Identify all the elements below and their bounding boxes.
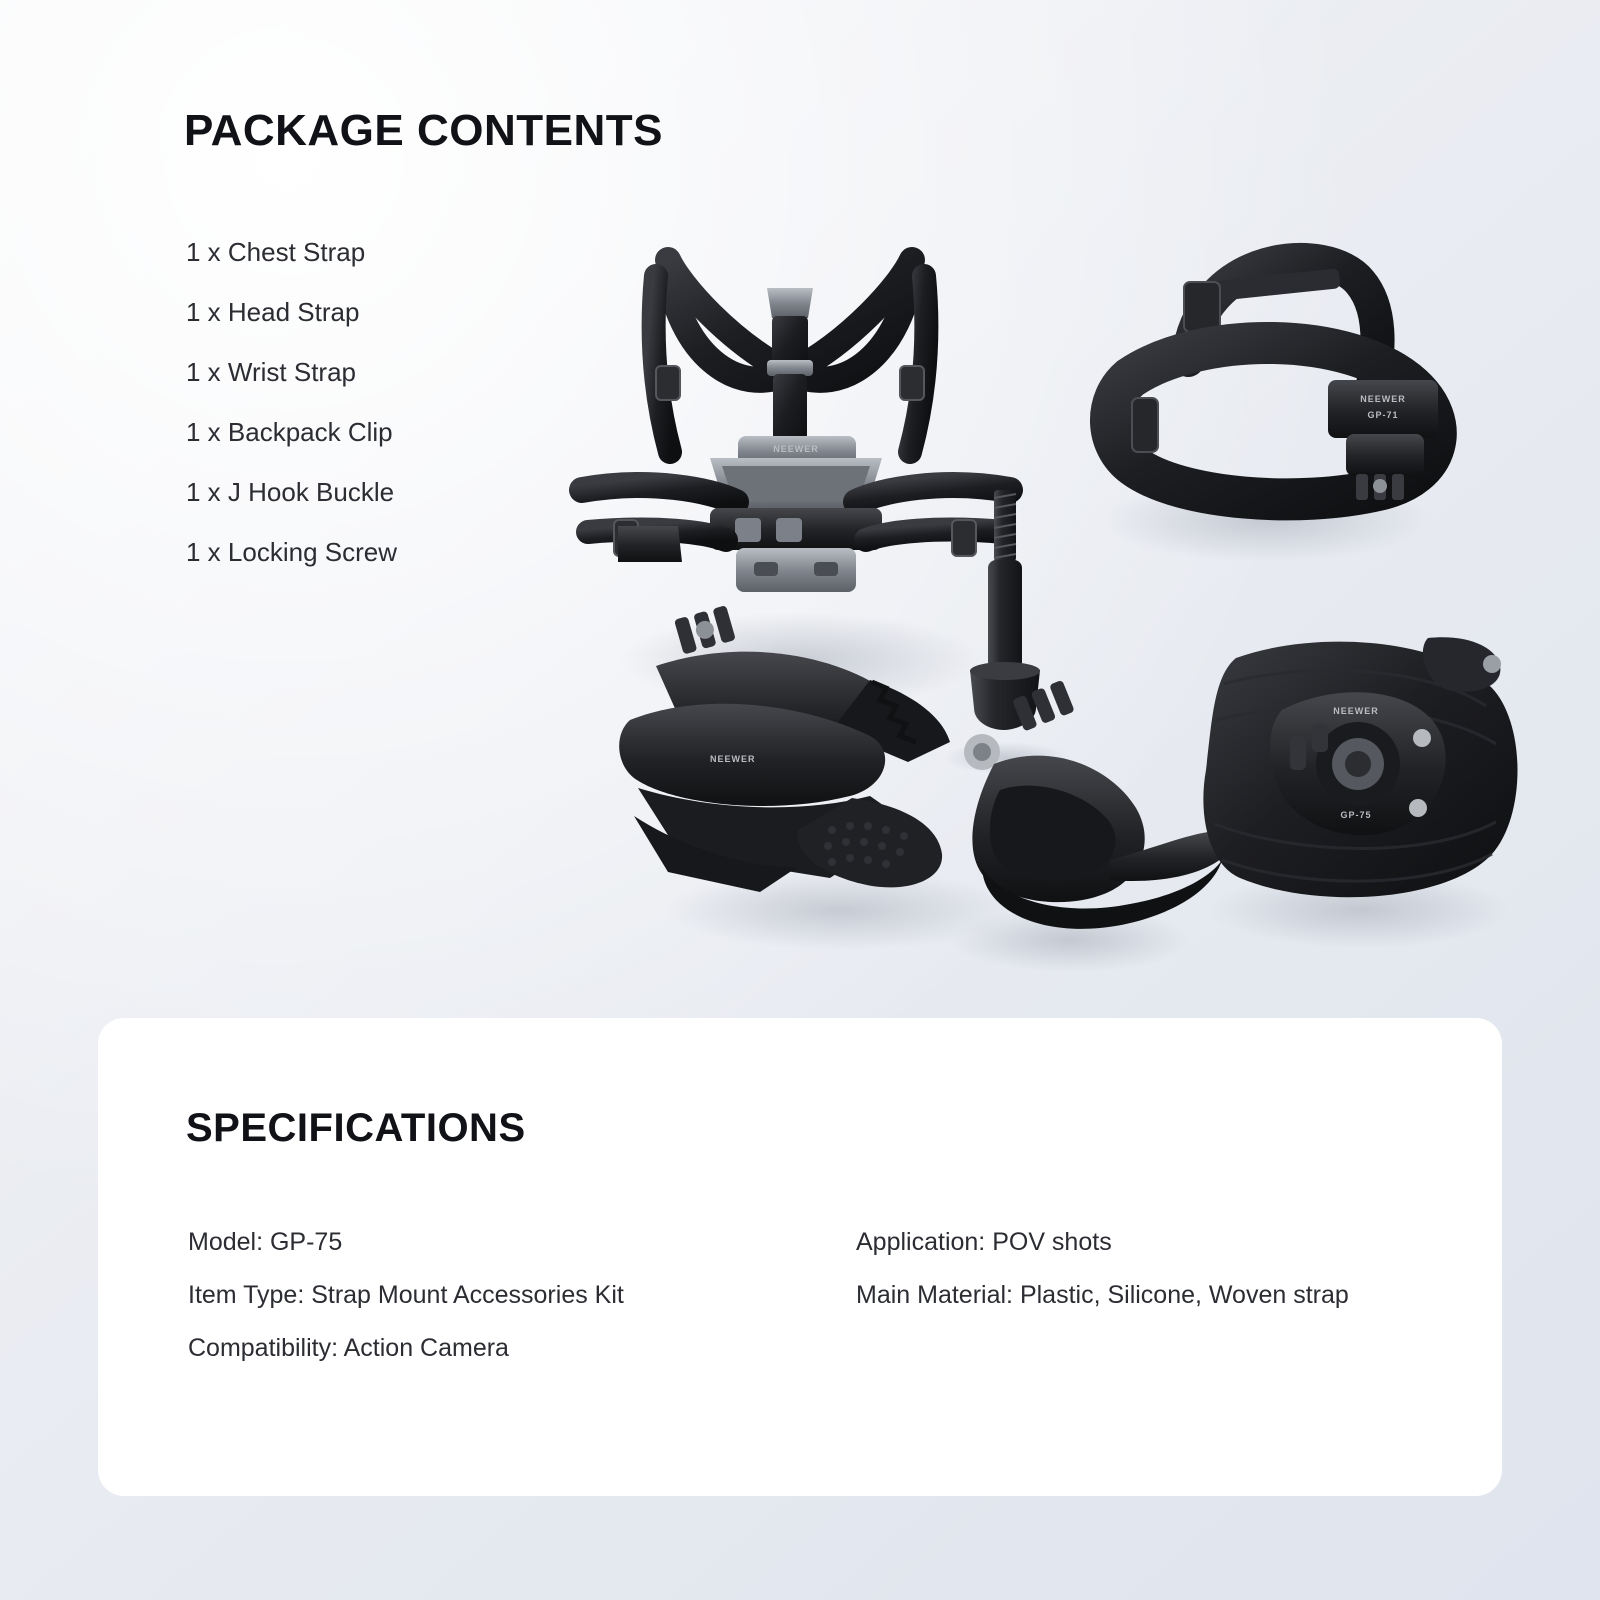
- backpack-clip-brandmark: NEEWER: [710, 754, 756, 764]
- specifications-card: [98, 1018, 1502, 1496]
- spec-model: Model: GP-75: [188, 1228, 343, 1256]
- head-strap-model-label: GP-71: [1367, 410, 1399, 420]
- spec-main-material: Main Material: Plastic, Silicone, Woven strap: [856, 1281, 1349, 1309]
- spec-application: Application: POV shots: [856, 1228, 1112, 1256]
- list-item: 1 x Head Strap: [186, 297, 360, 327]
- product-photo-group: [560, 190, 1540, 990]
- svg-text:GP-75: GP-75: [1340, 810, 1372, 820]
- specifications-right-column: [808, 1216, 1428, 1375]
- list-item: 1 x J Hook Buckle: [186, 477, 395, 507]
- head-strap-brandmark: NEEWER: [1360, 394, 1406, 404]
- list-item: 1 x Backpack Clip: [186, 417, 393, 447]
- list-item: 1 x Wrist Strap: [186, 357, 357, 387]
- wrist-strap-brandmark: NEEWER: [1333, 706, 1379, 716]
- list-item: 1 x Chest Strap: [186, 237, 366, 267]
- spec-compatibility: Compatibility: Action Camera: [188, 1334, 509, 1362]
- wrist-strap-product: [1203, 637, 1517, 948]
- package-contents-list: [186, 222, 606, 582]
- specifications-left-column: [188, 1216, 808, 1375]
- list-item: 1 x Locking Screw: [186, 537, 397, 567]
- head-strap-product: [1100, 260, 1438, 562]
- package-contents-title: PACKAGE CONTENTS: [184, 106, 663, 155]
- specifications-title: SPECIFICATIONS: [186, 1106, 526, 1150]
- chest-strap-product: [582, 260, 1010, 708]
- spec-item-type: Item Type: Strap Mount Accessories Kit: [188, 1281, 624, 1309]
- chest-strap-brandmark: NEEWER: [773, 444, 819, 454]
- specifications-columns: [188, 1216, 1428, 1375]
